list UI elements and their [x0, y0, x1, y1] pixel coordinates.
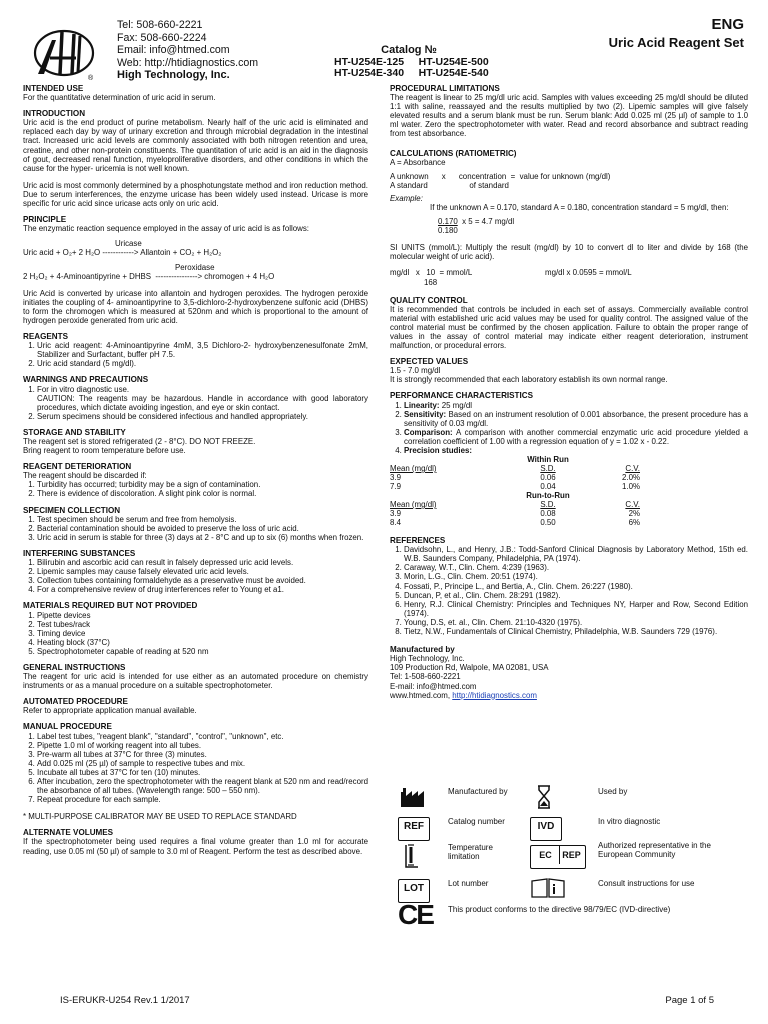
warnings-heading: WARNINGS AND PRECAUTIONS [23, 375, 149, 385]
principle-text: The enzymatic reaction sequence employed in the assay of uric acid is as follows: [23, 224, 309, 234]
list-item: 7. Young, D.S, et. al., Clin. Chem. 21:10-4320 (1975). [404, 618, 748, 627]
catalog-title: Catalog № [381, 44, 437, 56]
list-item: 4. Heating block (37°C) [37, 638, 368, 647]
precision-table [390, 455, 640, 527]
in-vitro-label: In vitro diagnostic [598, 817, 661, 826]
quality-text: It is recommended that controls be included in each set of assays. Commercially available control material with established uric acid values may be used for quality control. The assigned value of the control material must be confirmed by the chosen application. Failure to obtain the proper range of values in the assay of control material may indicate either reagent deterioration, instrument malfunction, or procedural errors. [390, 304, 748, 351]
book-icon [530, 877, 566, 899]
list-item: 7. Repeat procedure for each sample. [37, 795, 368, 804]
materials-heading: MATERIALS REQUIRED BUT NOT PROVIDED [23, 601, 198, 611]
absorbance-def: A = Absorbance [390, 157, 446, 167]
ivd-icon: IVD [530, 817, 562, 841]
svg-text:®: ® [88, 75, 94, 82]
calculations-heading: CALCULATIONS (RATIOMETRIC) [390, 148, 517, 158]
example-denominator: 0.180 [438, 226, 458, 236]
catalog-numbers [334, 44, 489, 80]
quality-heading: QUALITY CONTROL [390, 295, 468, 305]
catalog-row-2: HT-U254E-340 HT-U254E-540 [334, 67, 489, 79]
ce-mark-icon: CE [398, 899, 433, 930]
mfg-line-5 [390, 691, 748, 700]
reaction-1: Uric acid + O₂+ 2 H₂O ------------> Allantoin + CO₂ + H₂O₂ [23, 248, 222, 258]
table-row [390, 518, 640, 527]
si-equation-2: mg/dl x 0.0595 = mmol/L [545, 267, 632, 277]
manual-heading: MANUAL PROCEDURE [23, 722, 112, 732]
conforms-label: This product conforms to the directive 98/79/EC (IVD-directive) [448, 905, 671, 914]
cell: 6% [628, 518, 640, 528]
list-item: 2. Lipemic samples may cause falsely elevated uric acid levels. [37, 567, 368, 576]
list-item: 1. Uric acid reagent: 4-Aminoantipyrine 4mM, 3,5 Dichloro-2- hydroxybenzenesulfonate 2mM, Stabilizer and Surfactant, buffer pH 7.5. [37, 341, 368, 359]
manual-list [23, 732, 368, 805]
right-column [390, 84, 748, 700]
specimen-list [23, 515, 368, 542]
table-row [390, 473, 640, 482]
mfg-line-4: E-mail: info@htmed.com [390, 681, 477, 691]
introduction-heading: INTRODUCTION [23, 109, 86, 119]
calibrator-note: * MULTI-PURPOSE CALIBRATOR MAY BE USED TO REPLACE STANDARD [23, 812, 297, 822]
list-item: 2. Serum specimens should be considered infectious and handled appropriately. [37, 412, 368, 421]
cell: 3.9 [390, 509, 401, 519]
example-text: If the unknown A = 0.170, standard A = 0.180, concentration standard = 5 mg/dl, then: [430, 203, 729, 213]
left-column [23, 84, 368, 856]
list-item: 3. Morin, L.G., Clin. Chem. 20:51 (1974). [404, 572, 748, 581]
table-row [390, 482, 640, 491]
list-item: 4. For a comprehensive review of drug interferences refer to Young et a1. [37, 585, 368, 594]
reaction-2: 2 H₂O₂ + 4-Aminoantipyrine + DHBS ----------------> chromogen + 4 H₂O [23, 271, 275, 281]
intended-use-heading: INTENDED USE [23, 84, 84, 93]
list-item [404, 410, 748, 428]
si-equation-1: mg/dl x 10 = mmol/L [390, 267, 473, 277]
linearity-value: 25 mg/dl [439, 400, 472, 410]
expected-range: 1.5 - 7.0 mg/dl [390, 366, 441, 376]
list-item: 2. There is evidence of discoloration. A slight pink color is normal. [37, 489, 368, 498]
manufactured-label: Manufactured by [448, 787, 508, 796]
list-item: 1. Pipette devices [37, 611, 368, 620]
list-item: 3. Timing device [37, 629, 368, 638]
si-equations [390, 268, 748, 278]
lot-number-label: Lot number [448, 879, 489, 888]
formula-denominator: A standard of standard [390, 180, 509, 190]
procedural-text: The reagent is linear to 25 mg/dl uric acid. Samples with values exceeding 25 mg/dl should be diluted 1:1 with saline, reassayed and the results multiplied by two (2). Lipemic samples will give falsely elevated results and a serum blank must be run. Serum blank: Add 0.025 ml (25 µl) of sample to 1.0 ml water. Zero the spectrophotometer with water. Read and record absorbance and subtract reading from test absorbance. [390, 93, 748, 139]
cell: 0.06 [540, 473, 556, 483]
header-right [609, 16, 744, 50]
si-denominator: 168 [424, 277, 438, 287]
col-mean: Mean (mg/dl) [390, 500, 437, 510]
sensitivity-label: Sensitivity: [404, 409, 447, 419]
list-item: 2. Bacterial contamination should be avoided to preserve the loss of uric acid. [37, 524, 368, 533]
list-item: 2. Pipette 1.0 ml of working reagent into all tubes. [37, 741, 368, 750]
col-sd: S.D. [540, 464, 556, 474]
hti-logo [30, 22, 98, 84]
list-item [404, 401, 748, 410]
comparison-text: A comparison with another commercial enzymatic uric acid procedure yielded a correlation coefficient of 1.00 with a regression equation of y = 1.02 x - 0.22. [404, 427, 748, 446]
introduction-text-1: Uric acid is the end product of purine metabolism. Nearly half of the uric acid is eliminated and replaced each day by way of urinary excretion and through microbial degradation in the intestinal tract. Increased uric acid levels are commonly associated with both nitrogen retention and urea, creatine, and other non-protein constituents. The quantitation of uric acid is an aid in the diagnosis of gout, decreased renal function, myeloproliferative disorders, and other conditions in which the cause for the hyper- uricemia is not well known. [23, 118, 368, 173]
procedural-heading: PROCEDURAL LIMITATIONS [390, 84, 500, 93]
warning-1: For in vitro diagnostic use. [37, 384, 130, 394]
example-result: x 5 = 4.7 mg/dl [457, 217, 515, 227]
used-by-label: Used by [598, 787, 628, 796]
temperature-label: Temperature limitation [448, 843, 493, 861]
list-item: 5. Spectrophotometer capable of reading at 520 nm [37, 647, 368, 656]
run-to-run-heading: Run-to-Run [526, 491, 570, 501]
list-item: 6. After incubation, zero the spectrophotometer with the reagent blank at 520 nm and read/record the absorbance of all tubes. (Wavelength range: 500 – 550 nm). [37, 777, 368, 795]
comparison-label: Comparison: [404, 427, 453, 437]
cell: 3.9 [390, 473, 401, 483]
list-item [37, 385, 368, 412]
si-units-text: SI UNITS (mmol/L): Multiply the result (mg/dl) by 10 to convert dl to liter and divide by 168 (the molecular weight of uric acid). [390, 243, 748, 262]
catalog-row-1: HT-U254E-125 HT-U254E-500 [334, 55, 489, 68]
diagnostics-link[interactable]: http://htidiagnostics.com [452, 690, 537, 700]
language: ENG [711, 16, 744, 33]
thermometer-icon [402, 843, 430, 873]
ec-rep-icon [530, 845, 586, 869]
principle-heading: PRINCIPLE [23, 215, 67, 225]
example-fraction [390, 217, 748, 226]
table-row [390, 500, 640, 509]
list-item [404, 446, 748, 455]
list-item: 1. Turbidity has occurred; turbidity may be a sign of contamination. [37, 480, 368, 489]
formula-numerator: A unknown x concentration = value for unknown (mg/dl) [390, 171, 611, 181]
deterioration-text: The reagent should be discarded if: [23, 471, 147, 481]
references-heading: REFERENCES [390, 536, 446, 546]
list-item: 6. Henry, R.J. Clinical Chemistry: Principles and Techniques NY, Harper and Row, Second Edition (1974). [404, 600, 748, 618]
list-item: 3. Uric acid in serum is stable for three (3) days at 2 - 8°C and up to six (6) months when frozen. [37, 533, 368, 542]
list-item: 1. Bilirubin and ascorbic acid can result in falsely depressed uric acid levels. [37, 558, 368, 567]
cell: 0.04 [540, 482, 556, 492]
alternate-heading: ALTERNATE VOLUMES [23, 828, 114, 838]
authorized-label: Authorized representative in the European Community [598, 841, 711, 859]
mfg-line-1: High Technology, Inc. [390, 654, 465, 664]
fax: Fax: 508-660-2224 [117, 31, 207, 44]
manufacturer-heading: Manufactured by [390, 645, 455, 655]
web[interactable]: Web: http://htidiagnostics.com [117, 56, 259, 69]
catalog-number-label: Catalog number [448, 817, 505, 826]
col-cv: C.V. [625, 500, 640, 510]
symbol-legend [398, 783, 748, 943]
cell: 2.0% [622, 473, 640, 483]
list-item: 2. Uric acid standard (5 mg/dl). [37, 359, 368, 368]
specimen-heading: SPECIMEN COLLECTION [23, 505, 121, 515]
consult-label: Consult instructions for use [598, 879, 695, 888]
list-item: 3. Collection tubes containing formaldehyde as a preservative must be avoided. [37, 576, 368, 585]
table-row [390, 509, 640, 518]
cell: 0.08 [540, 509, 556, 519]
interfering-list [23, 558, 368, 594]
cell: 0.50 [540, 518, 556, 528]
contact-block [117, 19, 258, 82]
lot-icon: LOT [398, 879, 430, 903]
list-item: 4. Fossati, P., Principe L., and Bertia, A., Clin. Chem. 26:227 (1980). [404, 582, 748, 591]
reagents-heading: REAGENTS [23, 332, 68, 342]
cell: 8.4 [390, 518, 401, 528]
mfg-line-2: 109 Production Rd, Walpole, MA 02081, USA [390, 663, 549, 673]
page-number: Page 1 of 5 [665, 995, 714, 1006]
example-numerator: 0.170 [438, 217, 458, 227]
caution-text: CAUTION: The reagents may be hazardous. Handle in accordance with good laboratory procedures, which dictate avoiding ingestion, and eye or skin contact. [37, 393, 368, 412]
list-item: 5. Duncan, P, et al., Clin. Chem. 28:291 (1982). [404, 591, 748, 600]
tel: Tel: 508-660-2221 [117, 19, 203, 31]
enzyme-peroxidase: Peroxidase [175, 262, 215, 272]
expected-text: It is strongly recommended that each laboratory establish its own normal range. [390, 375, 668, 385]
rep-label: REP [562, 850, 581, 860]
performance-list [390, 401, 748, 456]
ec-label: EC [533, 846, 560, 864]
factory-icon [400, 786, 428, 808]
performance-heading: PERFORMANCE CHARACTERISTICS [390, 391, 533, 401]
list-item: 2. Test tubes/rack [37, 620, 368, 629]
cell: 1.0% [622, 482, 640, 492]
enzyme-uricase: Uricase [115, 239, 142, 249]
within-run-heading: Within Run [527, 455, 569, 465]
automated-heading: AUTOMATED PROCEDURE [23, 697, 128, 707]
storage-heading: STORAGE AND STABILITY [23, 427, 126, 437]
mfg-line-3: Tel: 1-508-660-2221 [390, 672, 461, 682]
sensitivity-text: Based on an instrument resolution of 0.001 absorbance, the present procedure has a sensitivity of 0.03 mg/dl. [404, 409, 748, 428]
list-item: 1. Label test tubes, "reagent blank", "standard", "control", "unknown", etc. [37, 732, 368, 741]
storage-text-2: Bring reagent to room temperature before use. [23, 446, 186, 456]
cell: 7.9 [390, 482, 401, 492]
warnings-list [23, 385, 368, 421]
mfg-website[interactable]: www.htmed.com, [390, 690, 453, 700]
introduction-text-2: Uric acid is most commonly determined by a phosphotungstate method and iron reduction method. Due to serum interferences, the enzyme uricase has been widely used instead. Uricase is more specific for uric acid since uricase acts only on uric acid. [23, 180, 368, 209]
references-list [390, 545, 748, 636]
list-item: 1. Davidsohn, L., and Henry, J.B.: Todd-Sanford Clinical Diagnosis by Laboratory Method, 15th ed. W.B. Saunders Company, Philadelphia, PA (1974). [404, 545, 748, 563]
list-item: 2. Caraway, W.T., Clin. Chem. 4:239 (1963). [404, 563, 748, 572]
col-mean: Mean (mg/dl) [390, 464, 437, 474]
linearity-label: Linearity: [404, 400, 440, 410]
interfering-heading: INTERFERING SUBSTANCES [23, 548, 136, 558]
product-title: Uric Acid Reagent Set [608, 35, 744, 50]
table-row [390, 464, 640, 473]
list-item: 3. Pre-warm all tubes at 37°C for three (3) minutes. [37, 750, 368, 759]
deterioration-list [23, 480, 368, 498]
email: Email: info@htmed.com [117, 44, 230, 56]
automated-text: Refer to appropriate application manual available. [23, 706, 197, 716]
col-sd: S.D. [540, 500, 556, 510]
example-label: Example: [390, 193, 423, 203]
general-heading: GENERAL INSTRUCTIONS [23, 662, 126, 672]
intended-use-text: For the quantitative determination of uric acid in serum. [23, 93, 216, 103]
expected-heading: EXPECTED VALUES [390, 357, 469, 367]
document-id: IS-ERUKR-U254 Rev.1 1/2017 [60, 995, 190, 1006]
list-item: 5. Incubate all tubes at 37°C for ten (10) minutes. [37, 768, 368, 777]
cell: 2% [628, 509, 640, 519]
list-item [404, 428, 748, 446]
list-item: 4. Add 0.025 ml (25 µl) of sample to respective tubes and mix. [37, 759, 368, 768]
ref-icon: REF [398, 817, 430, 841]
hourglass-icon [530, 785, 558, 807]
general-text: The reagent for uric acid is intended for use either as an automated procedure on chemistry instruments or as a manual procedure on a suitable spectrophotometer. [23, 672, 368, 691]
list-item: 8. Tietz, N.W., Fundamentals of Clinical Chemistry, Philadelphia, W.B. Saunders 729 (1976). [404, 627, 748, 636]
materials-list [23, 611, 368, 656]
principle-text-2: Uric Acid is converted by uricase into allantoin and hydrogen peroxides. The hydrogen peroxide initiates the coupling of 4- aminoantipyrine to 3,5-dichloro-2-hydroxybenzene sulfonic acid (DHBS) to form the chromogen which is measured at 520nm and which is proportional to the amount of hydrogen peroxide generated from uric acid. [23, 288, 368, 325]
deterioration-heading: REAGENT DETERIORATION [23, 462, 132, 472]
company-name: High Technology, Inc. [117, 69, 230, 81]
precision-label: Precision studies: [404, 446, 472, 455]
storage-text-1: The reagent set is stored refrigerated (2 - 8°C). DO NOT FREEZE. [23, 437, 256, 446]
col-cv: C.V. [625, 464, 640, 474]
alternate-text: If the spectrophotometer being used requires a final volume greater than 1.0 ml for accurate reading, use 0.05 ml (50 µl) of sample to 3.0 ml of Reagent. Perform the test as described above. [23, 837, 368, 856]
reagents-list [23, 341, 368, 368]
list-item: 1. Test specimen should be serum and free from hemolysis. [37, 515, 368, 524]
